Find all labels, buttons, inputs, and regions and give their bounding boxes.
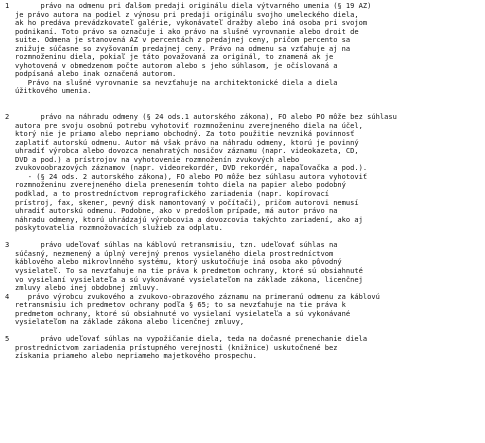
- item-number: 3: [5, 240, 10, 250]
- text-line: káblového alebo mikrovlnného systému, ktorý uskutočňuje iná osoba ako pôvodný: [15, 257, 342, 267]
- text-line: podnikaní. Toto právo sa označuje i ako právo na slušné vyrovnanie alebo droit de: [15, 26, 359, 36]
- text-line: právo udeľovať súhlas na káblovú retransmisiu, tzn. udeľovať súhlas na: [15, 240, 338, 250]
- text-line: vysielateľ. To sa nevzťahuje na tie práva k predmetom ochrany, ktoré sú obsiahnuté: [15, 265, 363, 275]
- text-line: uhradiť autorskú odmenu. Podobne, ako v predošlom prípade, má autor právo na: [15, 206, 338, 216]
- text-line: súčasný, nezmenený a úplný verejný prenos vysielaného diela prostredníctvom: [15, 248, 334, 258]
- text-line: Právo na slušné vyrovnanie sa nevzťahuje na architektonické diela a diela: [15, 77, 338, 87]
- text-line: suite. Odmena je stanovená AZ v percentách z predajnej ceny, pričom percento sa: [15, 35, 351, 45]
- item-number: 5: [5, 334, 10, 344]
- text-line: zaplatiť autorskú odmenu. Autor má však právo na náhradu odmeny, ktorú je povinný: [15, 137, 359, 147]
- text-line: získania priameho alebo nepriameho majetkového prospechu.: [15, 351, 257, 361]
- text-line: ktorý nie je priamo alebo nepriamo obchodný. Za toto použitie nevzniká povinnosť: [15, 129, 355, 139]
- list-item-3: [5, 241, 480, 292]
- text-line: zmluvy alebo inej obdobnej zmluvy.: [15, 283, 160, 293]
- text-line: - (§ 24 ods. 2 autorského zákona), FO alebo PO môže bez súhlasu autora vyhotoviť: [15, 171, 368, 181]
- list-item-5: [5, 335, 480, 361]
- text-line: poskytovatelia rozmnožovacích služieb za odplatu.: [15, 223, 223, 233]
- text-line: rozmnoženinu diela, pokiaľ je táto považovaná za originál, to znamená ak je: [15, 52, 334, 62]
- text-line: autora pre svoju osobnú potrebu vyhotoviť rozmnoženinu zverejneného diela na účel,: [15, 120, 363, 130]
- text-line: prístroj, fax, skener, pevný disk namontovaný v počítači), pričom autorovi nemusí: [15, 197, 359, 207]
- item-number: 4: [5, 291, 10, 301]
- document-body: [5, 2, 480, 361]
- text-line: vysielateľom na základe zákona alebo licenčnej zmluvy,: [15, 317, 245, 327]
- item-number: 2: [5, 112, 10, 122]
- paragraph-gap: [5, 96, 480, 113]
- text-line: zvukovoobrazových záznamov (napr. videorekordér, DVD rekordér, napaľovačka a pod.).: [15, 163, 368, 173]
- text-line: právo na odmenu pri ďalšom predaji originálu diela výtvarného umenia (§ 19 AZ): [15, 1, 372, 10]
- text-line: ak ho predáva prevádzkovateľ galérie, vykonávateľ dražby alebo iná osoba pri svojom: [15, 18, 368, 28]
- list-item-4: [5, 293, 480, 327]
- text-line: náhradu odmeny, ktorú uhrádzajú výrobcovia a dovozcovia takýchto zariadení, ako aj: [15, 214, 363, 224]
- text-line: právo výrobcu zvukového a zvukovo-obrazového záznamu na primeranú odmenu za káblovú: [15, 291, 380, 301]
- text-line: úžitkového umenia.: [15, 86, 92, 96]
- text-line: vyhotovená v obmedzenom počte autorom alebo s jeho súhlasom, je očíslovaná a: [15, 60, 338, 70]
- text-line: podpísaná alebo inak označená autorom.: [15, 69, 177, 79]
- list-item-1: [5, 2, 480, 96]
- text-line: uhradiť výrobca alebo dovozca nenahratých nosičov záznamu (napr. videokazeta, CD,: [15, 146, 359, 156]
- item-number: 1: [5, 1, 10, 10]
- text-line: znižuje súčasne so zvyšovaním predajnej ceny. Právo na odmenu sa vzťahuje aj na: [15, 43, 351, 53]
- text-line: rozmnoženinu zverejneného diela prenesením tohto diela na papier alebo podobný: [15, 180, 346, 190]
- text-line: právo udeľovať súhlas na vypožičanie diela, teda na dočasné prenechanie diela: [15, 334, 368, 344]
- text-line: je právo autora na podiel z výnosu pri predaji originálu svojho umeleckého diela,: [15, 9, 359, 19]
- text-line: prostredníctvom zariadenia prístupného verejnosti (knižnice) uskutočnené bez: [15, 342, 338, 352]
- text-line: predmetom ochrany, ktoré sú obsiahnuté vo vysielaní vysielateľa a sú vykonávané: [15, 308, 351, 318]
- text-line: DVD a pod.) a prístrojov na vyhotovenie rozmnoženín zvukových alebo: [15, 154, 300, 164]
- text-line: vo vysielaní vysielateľa a sú vykonávané vysielateľom na základe zákona, licenčnej: [15, 274, 363, 284]
- list-item-2: [5, 113, 480, 233]
- text-line: retransmisiu ich predmetov ochrany podľa § 65; to sa nevzťahuje na tie práva k: [15, 300, 346, 310]
- text-line: právo na náhradu odmeny (§ 24 ods.1 autorského zákona), FO alebo PO môže bez súhlasu: [15, 112, 397, 122]
- text-line: podklad, a to prostredníctvom reprografického zariadenia (napr. kopírovací: [15, 189, 329, 199]
